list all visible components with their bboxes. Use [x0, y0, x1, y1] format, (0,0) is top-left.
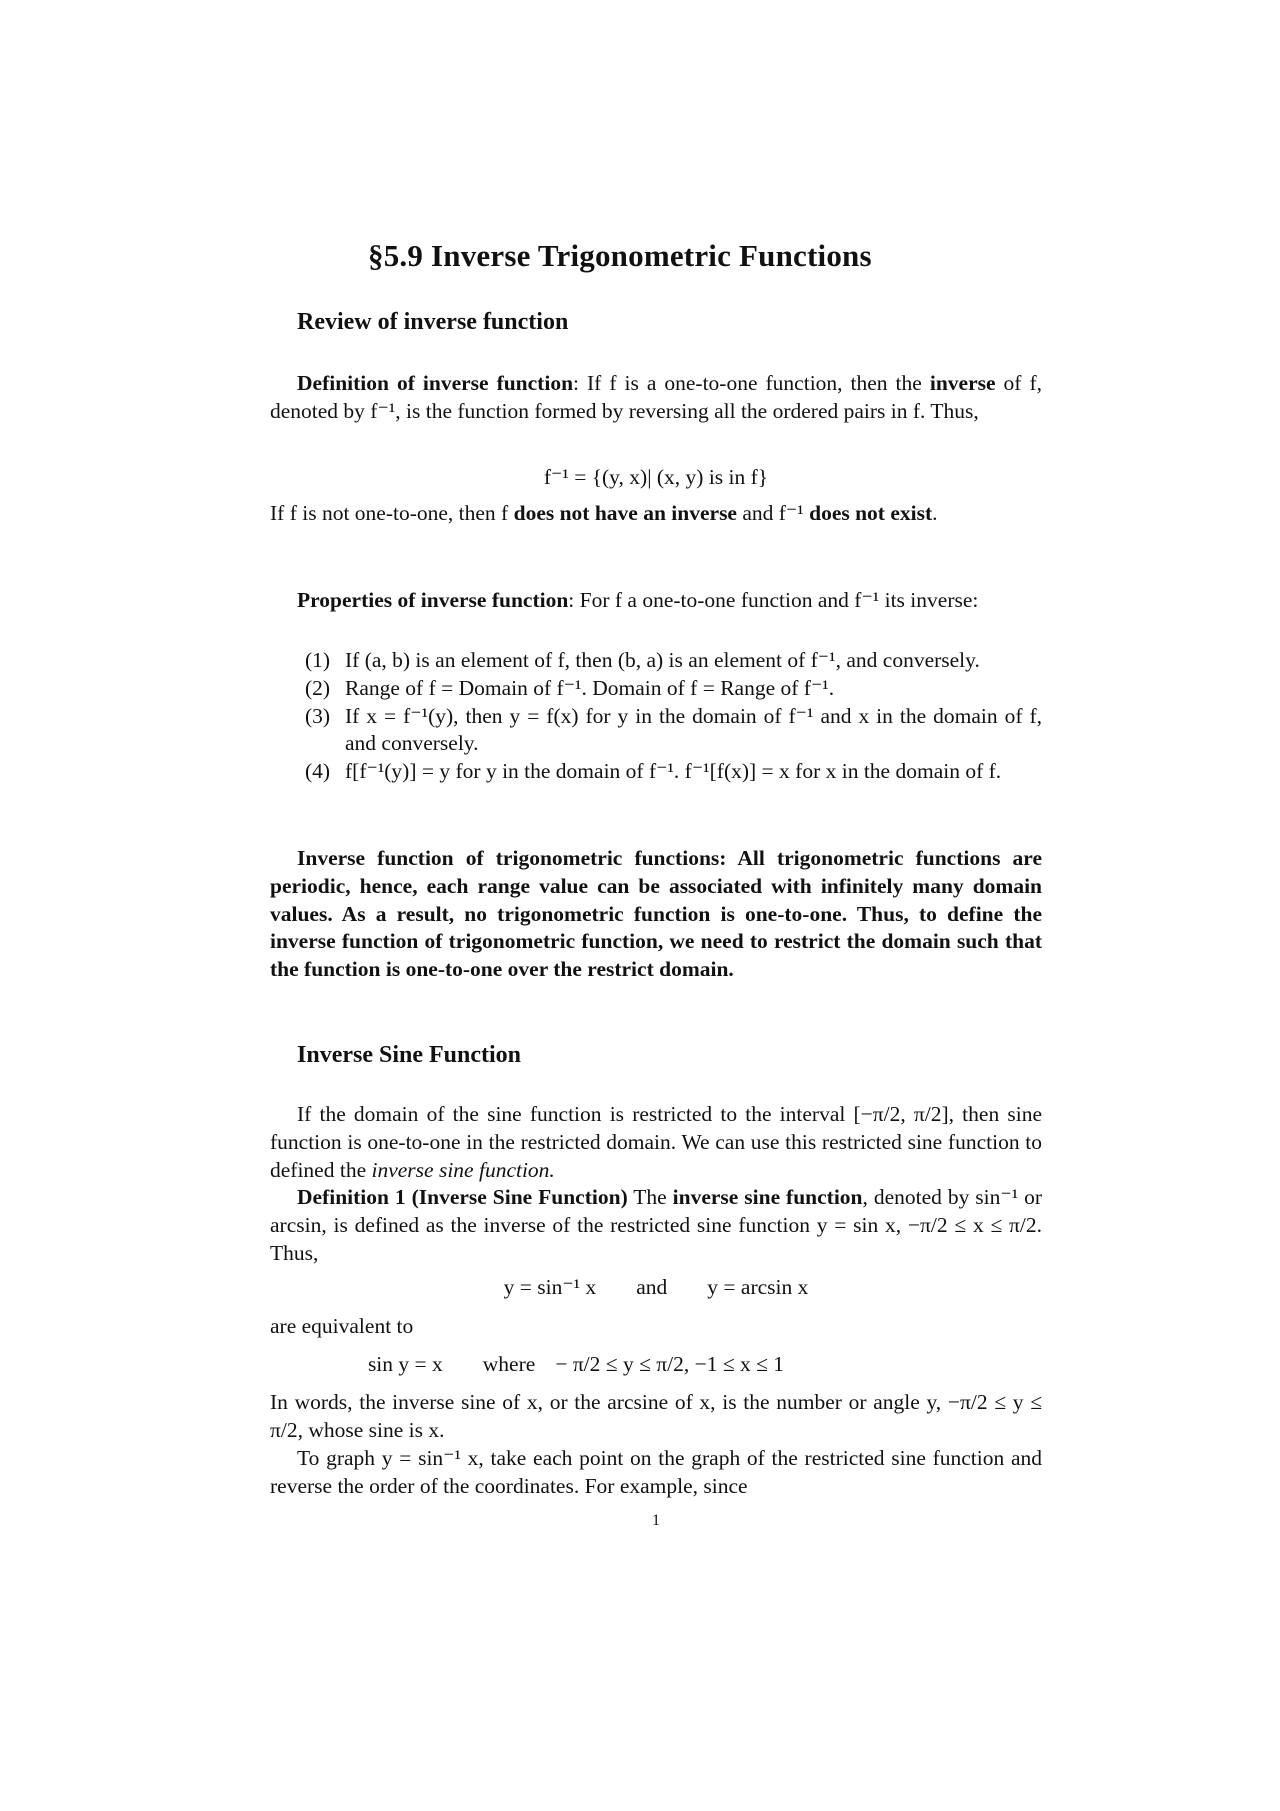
definition-1-bold: inverse sine function [672, 1185, 863, 1209]
definition-text-b: of f, denoted by f⁻¹, is the function formed by reversing all the ordered pairs in f. Thus, [270, 371, 1042, 423]
list-item [305, 675, 1042, 703]
properties-text: : For f a one-to-one function and f⁻¹ its inverse: [568, 588, 979, 612]
eq1-right: y = arcsin x [707, 1275, 809, 1299]
intro-text: If the domain of the sine function is restricted to the interval [−π/2, π/2], then sine function is one-to-one in the restricted domain. We can use this restricted sine function to defined the [270, 1102, 1042, 1182]
definition-inverse-bold: inverse [929, 371, 996, 395]
trig-inverse-paragraph: Inverse function of trigonometric functions: All trigonometric functions are periodic, hence, each range value can be associated with infinitely many domain values. As a result, no trigonometric function is one-to-one. Thus, to define the inverse function of trigonometric function, we need to restrict the domain such that the function is one-to-one over the restrict domain. [270, 846, 1042, 982]
inverse-sine-intro [270, 1101, 1042, 1184]
definition-1-label: Definition 1 (Inverse Sine Function) [297, 1185, 628, 1209]
intro-italic: inverse sine function. [371, 1157, 555, 1182]
definition-paragraph [270, 370, 1042, 426]
page-title: §5.9 Inverse Trigonometric Functions [368, 238, 872, 273]
list-item [305, 703, 1042, 759]
definition-text-a: : If f is a one-to-one function, then the [573, 371, 930, 395]
list-item-number: (1) [305, 648, 331, 672]
not-one-to-one-paragraph [270, 500, 1042, 528]
list-item-number: (4) [305, 759, 331, 784]
page-number: 1 [652, 1512, 660, 1529]
eq1-left: y = sin⁻¹ x [503, 1275, 597, 1299]
notone-bold-1: does not have an inverse [513, 501, 737, 525]
list-item-text: f[f⁻¹(y)] = y for y in the domain of f⁻¹. f⁻¹[f(x)] = x for x in the domain of f. [345, 759, 1002, 784]
definition-1-paragraph [270, 1184, 1042, 1267]
list-item-number: (2) [305, 675, 331, 700]
properties-label: Properties of inverse function [297, 588, 569, 612]
notone-bold-2: does not exist [809, 501, 933, 525]
definition-1-text-b: , denoted by sin⁻¹ or arcsin, is defined as the inverse of the restricted sine function y = sin x, −π/2 ≤ x ≤ π/2. Thus, [270, 1185, 1042, 1265]
arcsin-equation [270, 1275, 1042, 1300]
equivalent-text: are equivalent to [270, 1314, 414, 1338]
list-item [305, 758, 1042, 786]
eq2-mid: where [482, 1352, 536, 1376]
list-item-number: (3) [305, 703, 331, 728]
graph-paragraph: To graph y = sin⁻¹ x, take each point on the graph of the restricted sine function and reverse the order of the coordinates. For example, since [270, 1446, 1042, 1498]
list-item [305, 647, 1042, 675]
section-heading-review: Review of inverse function [297, 309, 569, 335]
eq2-right: − π/2 ≤ y ≤ π/2, −1 ≤ x ≤ 1 [555, 1352, 785, 1376]
properties-list [305, 647, 1042, 786]
in-words-paragraph: In words, the inverse sine of x, or the arcsine of x, is the number or angle y, −π/2 ≤ y ≤ π/2, whose sine is x. [270, 1390, 1042, 1442]
notone-text-a: If f is not one-to-one, then f [270, 501, 514, 525]
eq2-left: sin y = x [367, 1352, 443, 1376]
properties-paragraph [270, 587, 1042, 615]
definition-1-text-a: The [627, 1185, 673, 1209]
notone-text-c: . [932, 501, 938, 525]
list-item-text: If (a, b) is an element of f, then (b, a) is an element of f⁻¹, and conversely. [345, 648, 980, 672]
definition-label: Definition of inverse function [297, 371, 574, 395]
sine-equivalence-equation [190, 1352, 962, 1377]
list-item-text: Range of f = Domain of f⁻¹. Domain of f = Range of f⁻¹. [345, 675, 835, 700]
section-heading-inverse-sine: Inverse Sine Function [297, 1042, 522, 1068]
notone-text-b: and f⁻¹ [736, 501, 810, 525]
eq1-mid: and [636, 1275, 668, 1299]
list-item-text: If x = f⁻¹(y), then y = f(x) for y in the domain of f⁻¹ and x in the domain of f, and conversely. [345, 703, 1042, 756]
inverse-definition-equation: f⁻¹ = {(y, x)| (x, y) is in f} [543, 465, 769, 489]
